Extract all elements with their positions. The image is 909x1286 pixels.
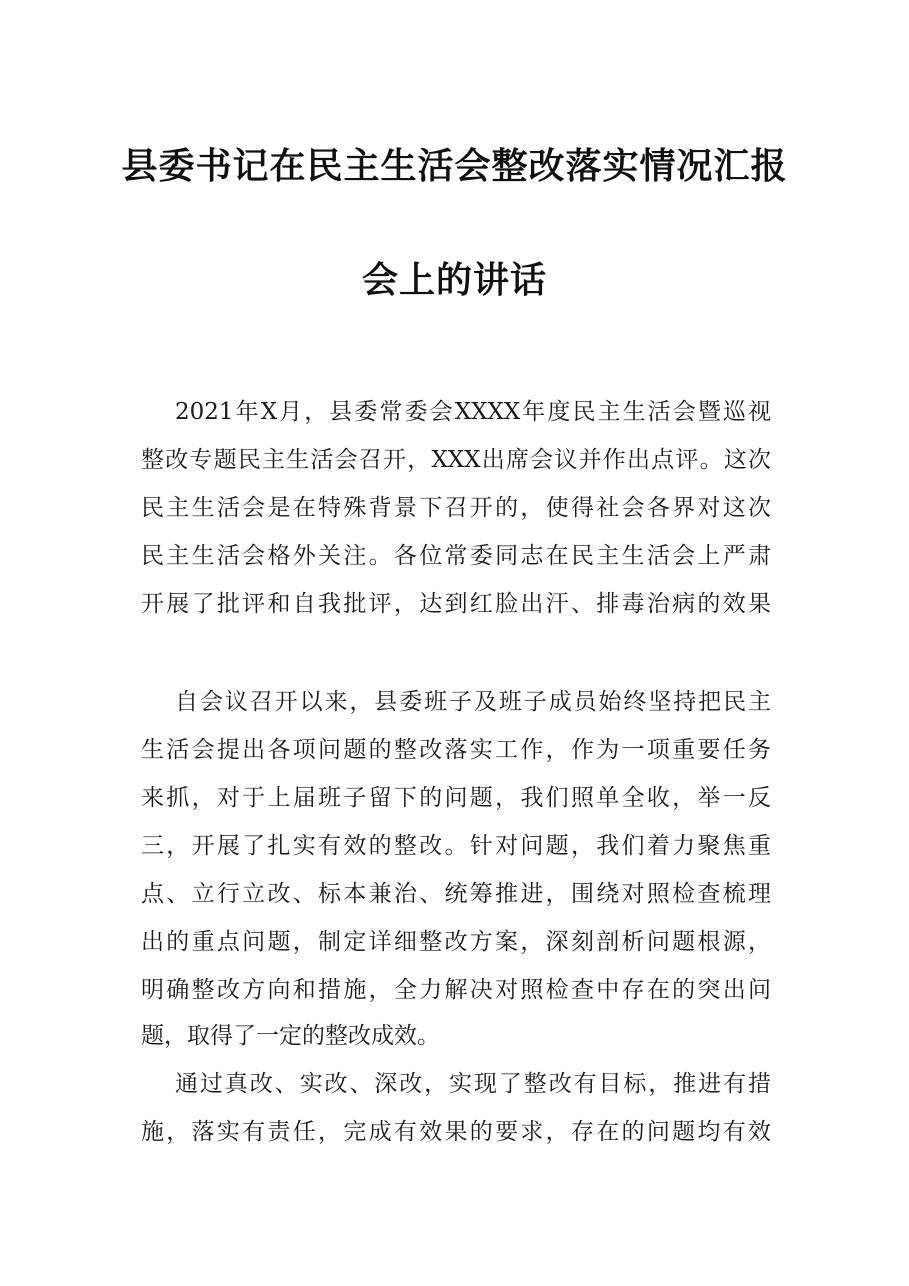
paragraph-line: 通过真改、实改、深改，实现了整改有目标，推进有措 xyxy=(175,1071,771,1097)
paragraph-line: 施，落实有责任，完成有效果的要求，存在的问题均有效 xyxy=(141,1119,771,1145)
paragraph-line: 来抓，对于上届班子留下的问题，我们照单全收，举一反 xyxy=(141,785,771,811)
paragraph-line: 三，开展了扎实有效的整改。针对问题，我们着力聚焦重 xyxy=(141,833,771,859)
paragraph-line: 整改专题民主生活会召开，XXX出席会议并作出点评。这次 xyxy=(141,447,771,473)
document-title-line-1: 县委书记在民主生活会整改落实情况汇报 xyxy=(121,145,788,187)
paragraph-line: 明确整改方向和措施，全力解决对照检查中存在的突出问 xyxy=(141,977,771,1003)
paragraph-line: 点、立行立改、标本兼治、统筹推进，围绕对照检查梳理 xyxy=(141,881,771,907)
paragraph-line: 民主生活会是在特殊背景下召开的，使得社会各界对这次 xyxy=(141,495,771,521)
paragraph-line: 民主生活会格外关注。各位常委同志在民主生活会上严肃 xyxy=(141,543,771,569)
paragraph-line: 出的重点问题，制定详细整改方案，深刻剖析问题根源， xyxy=(141,929,771,955)
paragraph-line: 生活会提出各项问题的整改落实工作，作为一项重要任务 xyxy=(141,737,771,763)
document-title-line-2: 会上的讲话 xyxy=(361,259,547,301)
paragraph-line: 2021年X月，县委常委会XXXX年度民主生活会暨巡视 xyxy=(175,399,771,425)
paragraph-line: 自会议召开以来，县委班子及班子成员始终坚持把民主 xyxy=(175,689,771,715)
paragraph-line: 题，取得了一定的整改成效。 xyxy=(141,1023,440,1049)
paragraph-line: 开展了批评和自我批评，达到红脸出汗、排毒治病的效果 xyxy=(141,591,771,617)
